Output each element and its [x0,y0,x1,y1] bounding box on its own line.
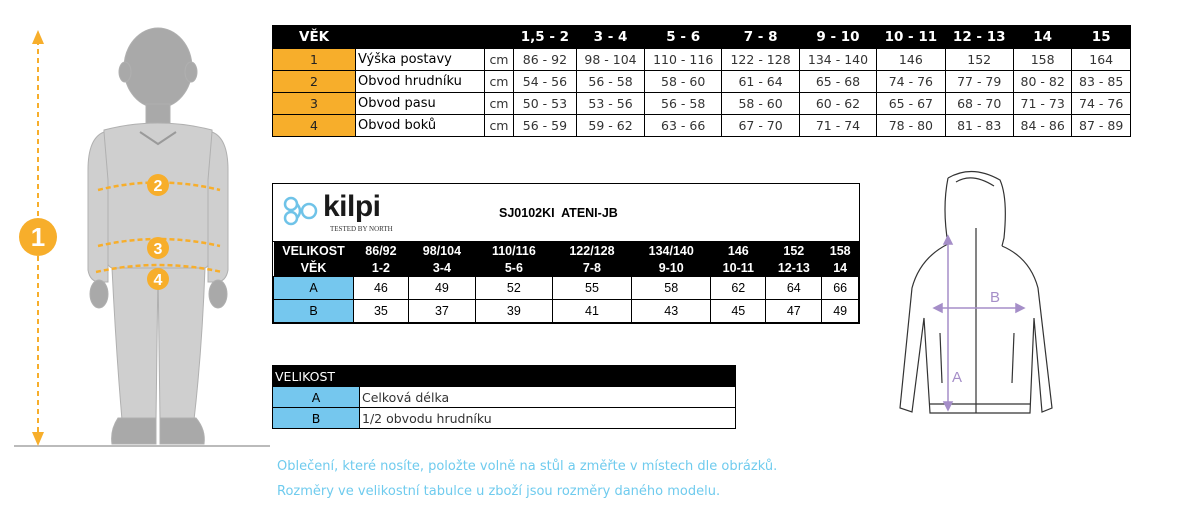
marker-1 [19,218,57,256]
size-cell: 86/92 [354,242,409,259]
table-row [273,115,1131,137]
jacket-label-a: A [952,369,963,386]
age-cell: 12 - 13 [945,26,1013,49]
table-cell: 65 - 67 [877,93,945,115]
table-cell: 45 [711,300,766,323]
size-cell: 134/140 [632,242,711,259]
table-row [274,300,859,323]
table-cell: 158 [1013,49,1072,71]
table-cell: 55 [552,277,631,300]
table-cell: 54 - 56 [513,71,576,93]
size-header: VELIKOST [274,242,354,259]
table-cell: 61 - 64 [722,71,799,93]
row-unit: cm [485,93,514,115]
row-unit: cm [485,115,514,137]
marker-2 [147,174,169,196]
table-cell: 47 [766,300,822,323]
row-label: Obvod pasu [356,93,485,115]
age-cell: 15 [1072,26,1131,49]
kilpi-logo-icon [279,194,323,228]
table-cell: 60 - 62 [799,93,876,115]
table-cell: 66 [822,277,859,300]
table-cell: 35 [354,300,409,323]
table-row [273,71,1131,93]
table-cell: 152 [945,49,1013,71]
svg-text:1: 1 [30,222,46,252]
jacket-measurement-figure [890,168,1060,433]
table-cell: 64 [766,277,822,300]
table-cell: 67 - 70 [722,115,799,137]
size-cell: 146 [711,242,766,259]
size-table [272,25,1131,137]
age-cell: 10-11 [711,259,766,277]
row-number: 2 [273,71,356,93]
table-cell: 58 - 60 [645,71,722,93]
table-cell: 77 - 79 [945,71,1013,93]
table-row [273,49,1131,71]
jacket-label-b: B [990,289,1001,306]
table-cell: 71 - 74 [799,115,876,137]
table-cell: 81 - 83 [945,115,1013,137]
table-cell: 49 [408,277,475,300]
product-size-table [272,183,860,324]
size-cell: 158 [822,242,859,259]
row-label: Obvod boků [356,115,485,137]
age-cell: 14 [1013,26,1072,49]
table-cell: 122 - 128 [722,49,799,71]
brand-tagline: TESTED BY NORTH [330,225,393,233]
row-label: B [273,408,360,429]
product-code: SJ0102KI ATENI-JB [499,206,618,220]
table-cell: 58 [632,277,711,300]
size-cell: 122/128 [552,242,631,259]
table-cell: 63 - 66 [645,115,722,137]
age-cell: 12-13 [766,259,822,277]
size-cell: 98/104 [408,242,475,259]
table-cell: 84 - 86 [1013,115,1072,137]
table-cell: 98 - 104 [577,49,645,71]
footer-line-2: Rozměry ve velikostní tabulce u zboží jsou rozměry daného modelu. [277,484,721,499]
size-cell: 152 [766,242,822,259]
table-cell: 86 - 92 [513,49,576,71]
table-row [273,387,736,408]
table-cell: 37 [408,300,475,323]
age-cell: 7 - 8 [722,26,799,49]
table-cell: 43 [632,300,711,323]
table-cell: 74 - 76 [877,71,945,93]
age-header: VĚK [273,26,514,49]
table-cell: 39 [475,300,552,323]
size-cell: 110/116 [475,242,552,259]
table-cell: 50 - 53 [513,93,576,115]
product-header [273,184,859,242]
marker-4 [147,268,169,290]
age-cell: 9 - 10 [799,26,876,49]
table-row [273,93,1131,115]
table-cell: 41 [552,300,631,323]
table-cell: 56 - 58 [645,93,722,115]
row-label: A [274,277,354,300]
table-cell: 164 [1072,49,1131,71]
footer-line-1: Oblečení, které nosíte, položte volně na stůl a změřte v místech dle obrázků. [277,459,778,474]
table-cell: 83 - 85 [1072,71,1131,93]
age-cell: 14 [822,259,859,277]
age-cell: 1-2 [354,259,409,277]
row-unit: cm [485,71,514,93]
age-cell: 5-6 [475,259,552,277]
row-label: B [274,300,354,323]
legend-header-row [273,366,736,387]
table-cell: 74 - 76 [1072,93,1131,115]
legend-table [272,365,736,429]
table-cell: 87 - 89 [1072,115,1131,137]
row-number: 3 [273,93,356,115]
table-cell: 49 [822,300,859,323]
table-cell: 53 - 56 [577,93,645,115]
child-measurement-figure [0,20,270,460]
marker-3 [147,237,169,259]
table-cell: 62 [711,277,766,300]
age-cell: 9-10 [632,259,711,277]
age-cell: 10 - 11 [877,26,945,49]
legend-header: VELIKOST [273,366,736,387]
table-cell: 68 - 70 [945,93,1013,115]
table-cell: 56 - 59 [513,115,576,137]
svg-text:4: 4 [153,272,163,289]
brand-logo: kilpi [323,190,381,223]
row-label: Výška postavy [356,49,485,71]
row-label: A [273,387,360,408]
row-description: Celková délka [360,387,736,408]
table-cell: 59 - 62 [577,115,645,137]
table-cell: 80 - 82 [1013,71,1072,93]
row-label: Obvod hrudníku [356,71,485,93]
size-table-header-row [273,26,1131,49]
table-cell: 52 [475,277,552,300]
svg-text:3: 3 [153,241,163,258]
table-cell: 110 - 116 [645,49,722,71]
table-row [274,277,859,300]
age-cell: 3-4 [408,259,475,277]
row-unit: cm [485,49,514,71]
table-cell: 78 - 80 [877,115,945,137]
age-row [274,259,859,277]
table-cell: 134 - 140 [799,49,876,71]
table-cell: 58 - 60 [722,93,799,115]
table-cell: 46 [354,277,409,300]
table-cell: 71 - 73 [1013,93,1072,115]
table-cell: 56 - 58 [577,71,645,93]
row-description: 1/2 obvodu hrudníku [360,408,736,429]
table-row [273,408,736,429]
age-header: VĚK [274,259,354,277]
table-cell: 146 [877,49,945,71]
row-number: 1 [273,49,356,71]
table-cell: 65 - 68 [799,71,876,93]
age-cell: 5 - 6 [645,26,722,49]
age-cell: 7-8 [552,259,631,277]
size-row [274,242,859,259]
row-number: 4 [273,115,356,137]
product-size-grid [273,242,859,323]
age-cell: 3 - 4 [577,26,645,49]
svg-text:2: 2 [153,178,163,195]
age-cell: 1,5 - 2 [513,26,576,49]
